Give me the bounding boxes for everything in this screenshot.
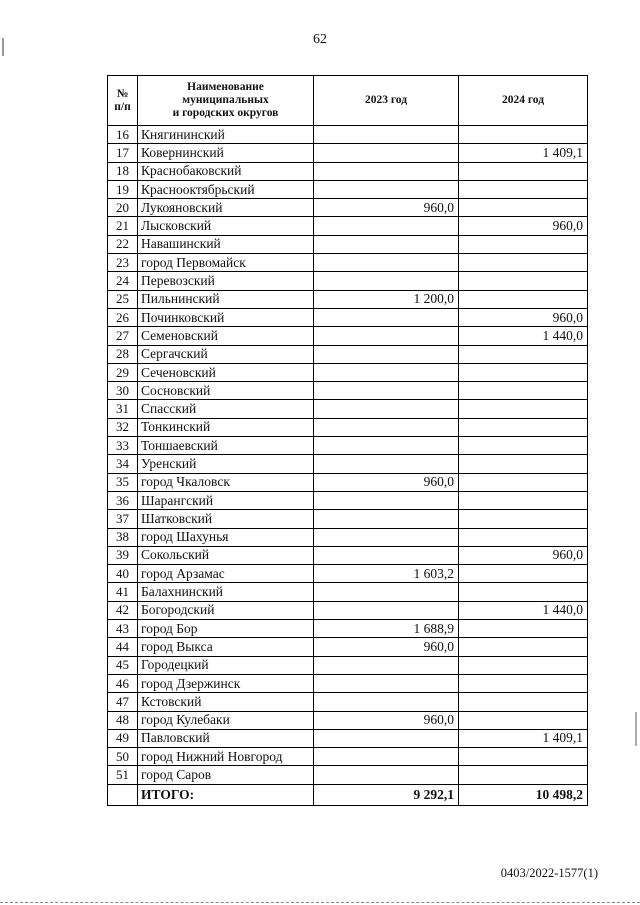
row-number: 39 bbox=[108, 546, 138, 564]
row-name: Княгининский bbox=[138, 126, 314, 144]
row-name: город Дзержинск bbox=[138, 674, 314, 692]
row-number: 38 bbox=[108, 528, 138, 546]
row-value-2024 bbox=[459, 400, 588, 418]
row-name: город Первомайск bbox=[138, 254, 314, 272]
row-value-2023 bbox=[314, 254, 459, 272]
row-value-2023 bbox=[314, 308, 459, 326]
row-name: Навашинский bbox=[138, 235, 314, 253]
row-value-2023 bbox=[314, 363, 459, 381]
row-value-2024: 1 409,1 bbox=[459, 144, 588, 162]
row-name: Краснобаковский bbox=[138, 162, 314, 180]
row-value-2023 bbox=[314, 437, 459, 455]
table-row bbox=[108, 126, 588, 144]
row-value-2024 bbox=[459, 180, 588, 198]
row-value-2023 bbox=[314, 144, 459, 162]
row-value-2023 bbox=[314, 327, 459, 345]
row-number: 29 bbox=[108, 363, 138, 381]
row-value-2024 bbox=[459, 693, 588, 711]
row-value-2023 bbox=[314, 674, 459, 692]
row-value-2024 bbox=[459, 254, 588, 272]
row-name: Тоншаевский bbox=[138, 437, 314, 455]
row-value-2023 bbox=[314, 528, 459, 546]
row-value-2024 bbox=[459, 418, 588, 436]
total-num bbox=[108, 784, 138, 805]
row-number: 18 bbox=[108, 162, 138, 180]
row-value-2023 bbox=[314, 162, 459, 180]
row-value-2024: 1 409,1 bbox=[459, 729, 588, 747]
row-value-2023 bbox=[314, 510, 459, 528]
header-2023: 2023 год bbox=[314, 76, 459, 126]
row-value-2024 bbox=[459, 674, 588, 692]
row-number: 25 bbox=[108, 290, 138, 308]
total-label: ИТОГО: bbox=[138, 784, 314, 805]
row-value-2023 bbox=[314, 766, 459, 784]
table-row bbox=[108, 345, 588, 363]
header-name: Наименование муниципальных и городских округов bbox=[138, 76, 314, 126]
row-number: 28 bbox=[108, 345, 138, 363]
row-name: Краснооктябрьский bbox=[138, 180, 314, 198]
row-name: Шатковский bbox=[138, 510, 314, 528]
row-name: Сосновский bbox=[138, 382, 314, 400]
row-value-2023: 960,0 bbox=[314, 638, 459, 656]
table-row bbox=[108, 583, 588, 601]
row-value-2024 bbox=[459, 638, 588, 656]
row-value-2023 bbox=[314, 235, 459, 253]
row-number: 17 bbox=[108, 144, 138, 162]
row-value-2023 bbox=[314, 748, 459, 766]
row-value-2024: 960,0 bbox=[459, 308, 588, 326]
row-value-2024 bbox=[459, 528, 588, 546]
row-number: 30 bbox=[108, 382, 138, 400]
budget-table bbox=[107, 75, 588, 806]
row-value-2024: 960,0 bbox=[459, 546, 588, 564]
document-code: 0403/2022-1577(1) bbox=[500, 866, 598, 880]
table-row bbox=[108, 290, 588, 308]
row-number: 34 bbox=[108, 455, 138, 473]
row-name: город Нижний Новгород bbox=[138, 748, 314, 766]
row-name: Павловский bbox=[138, 729, 314, 747]
table-row bbox=[108, 565, 588, 583]
total-row bbox=[108, 784, 588, 805]
row-value-2023 bbox=[314, 272, 459, 290]
table-row bbox=[108, 254, 588, 272]
table-row bbox=[108, 638, 588, 656]
table-row bbox=[108, 418, 588, 436]
row-number: 24 bbox=[108, 272, 138, 290]
header-num: № п/п bbox=[108, 76, 138, 126]
row-value-2023 bbox=[314, 400, 459, 418]
row-value-2023 bbox=[314, 382, 459, 400]
row-number: 31 bbox=[108, 400, 138, 418]
row-name: Лысковский bbox=[138, 217, 314, 235]
row-number: 37 bbox=[108, 510, 138, 528]
row-value-2024 bbox=[459, 455, 588, 473]
row-number: 40 bbox=[108, 565, 138, 583]
row-value-2024 bbox=[459, 583, 588, 601]
row-name: город Бор bbox=[138, 620, 314, 638]
row-number: 45 bbox=[108, 656, 138, 674]
table-header-row bbox=[108, 76, 588, 126]
table-row bbox=[108, 217, 588, 235]
row-name: город Кулебаки bbox=[138, 711, 314, 729]
row-number: 46 bbox=[108, 674, 138, 692]
table-row bbox=[108, 729, 588, 747]
row-name: Шарангский bbox=[138, 491, 314, 509]
page-number: 62 bbox=[313, 32, 327, 47]
row-value-2024 bbox=[459, 272, 588, 290]
row-value-2023 bbox=[314, 601, 459, 619]
row-value-2024 bbox=[459, 382, 588, 400]
row-value-2023 bbox=[314, 729, 459, 747]
row-number: 35 bbox=[108, 473, 138, 491]
row-name: город Саров bbox=[138, 766, 314, 784]
row-number: 44 bbox=[108, 638, 138, 656]
table-row bbox=[108, 546, 588, 564]
row-value-2023: 1 200,0 bbox=[314, 290, 459, 308]
total-2023: 9 292,1 bbox=[314, 784, 459, 805]
row-number: 16 bbox=[108, 126, 138, 144]
row-value-2024 bbox=[459, 620, 588, 638]
row-value-2023 bbox=[314, 217, 459, 235]
table-body bbox=[108, 126, 588, 806]
row-value-2024: 1 440,0 bbox=[459, 601, 588, 619]
row-name: Городецкий bbox=[138, 656, 314, 674]
row-number: 50 bbox=[108, 748, 138, 766]
row-number: 47 bbox=[108, 693, 138, 711]
row-name: Починковский bbox=[138, 308, 314, 326]
row-number: 49 bbox=[108, 729, 138, 747]
row-value-2024: 960,0 bbox=[459, 217, 588, 235]
row-value-2024 bbox=[459, 491, 588, 509]
table-row bbox=[108, 711, 588, 729]
table-row bbox=[108, 327, 588, 345]
row-number: 19 bbox=[108, 180, 138, 198]
table-row bbox=[108, 272, 588, 290]
row-value-2023 bbox=[314, 546, 459, 564]
row-value-2023 bbox=[314, 345, 459, 363]
row-number: 21 bbox=[108, 217, 138, 235]
row-name: город Чкаловск bbox=[138, 473, 314, 491]
table-row bbox=[108, 144, 588, 162]
row-name: Семеновский bbox=[138, 327, 314, 345]
row-value-2024 bbox=[459, 437, 588, 455]
row-value-2023: 960,0 bbox=[314, 711, 459, 729]
row-value-2024 bbox=[459, 235, 588, 253]
row-value-2024 bbox=[459, 473, 588, 491]
table-row bbox=[108, 382, 588, 400]
row-name: город Арзамас bbox=[138, 565, 314, 583]
table-row bbox=[108, 235, 588, 253]
row-name: Лукояновский bbox=[138, 199, 314, 217]
header-2024: 2024 год bbox=[459, 76, 588, 126]
row-value-2024 bbox=[459, 656, 588, 674]
row-name: Тонкинский bbox=[138, 418, 314, 436]
row-number: 51 bbox=[108, 766, 138, 784]
row-number: 20 bbox=[108, 199, 138, 217]
table-row bbox=[108, 455, 588, 473]
table-row bbox=[108, 491, 588, 509]
row-number: 27 bbox=[108, 327, 138, 345]
table-row bbox=[108, 400, 588, 418]
row-name: Пильнинский bbox=[138, 290, 314, 308]
table-row bbox=[108, 601, 588, 619]
table-row bbox=[108, 693, 588, 711]
row-value-2024 bbox=[459, 199, 588, 217]
table-row bbox=[108, 674, 588, 692]
row-name: Богородский bbox=[138, 601, 314, 619]
row-number: 32 bbox=[108, 418, 138, 436]
row-number: 33 bbox=[108, 437, 138, 455]
table-row bbox=[108, 656, 588, 674]
row-value-2024 bbox=[459, 363, 588, 381]
scan-edge-mark bbox=[635, 712, 637, 746]
row-name: город Шахунья bbox=[138, 528, 314, 546]
table-row bbox=[108, 199, 588, 217]
row-value-2024 bbox=[459, 510, 588, 528]
row-value-2023: 1 688,9 bbox=[314, 620, 459, 638]
row-number: 23 bbox=[108, 254, 138, 272]
row-number: 41 bbox=[108, 583, 138, 601]
row-name: Балахнинский bbox=[138, 583, 314, 601]
row-value-2024 bbox=[459, 766, 588, 784]
row-name: Сергачский bbox=[138, 345, 314, 363]
row-value-2023 bbox=[314, 491, 459, 509]
row-value-2023 bbox=[314, 180, 459, 198]
scan-edge-line bbox=[0, 902, 640, 903]
row-value-2023 bbox=[314, 126, 459, 144]
row-name: Сокольский bbox=[138, 546, 314, 564]
table-row bbox=[108, 620, 588, 638]
table-row bbox=[108, 766, 588, 784]
row-value-2024: 1 440,0 bbox=[459, 327, 588, 345]
table-row bbox=[108, 437, 588, 455]
table-row bbox=[108, 363, 588, 381]
row-number: 26 bbox=[108, 308, 138, 326]
row-number: 42 bbox=[108, 601, 138, 619]
row-value-2024 bbox=[459, 748, 588, 766]
row-value-2024 bbox=[459, 162, 588, 180]
row-name: Перевозский bbox=[138, 272, 314, 290]
budget-table-container bbox=[107, 75, 587, 806]
table-row bbox=[108, 510, 588, 528]
row-number: 48 bbox=[108, 711, 138, 729]
row-value-2023: 960,0 bbox=[314, 473, 459, 491]
row-name: Уренский bbox=[138, 455, 314, 473]
table-row bbox=[108, 748, 588, 766]
row-value-2024 bbox=[459, 345, 588, 363]
table-row bbox=[108, 162, 588, 180]
row-value-2023: 960,0 bbox=[314, 199, 459, 217]
row-name: Кстовский bbox=[138, 693, 314, 711]
row-value-2024 bbox=[459, 290, 588, 308]
row-name: Сеченовский bbox=[138, 363, 314, 381]
total-2024: 10 498,2 bbox=[459, 784, 588, 805]
row-value-2023 bbox=[314, 418, 459, 436]
row-value-2023 bbox=[314, 656, 459, 674]
row-number: 22 bbox=[108, 235, 138, 253]
row-name: город Выкса bbox=[138, 638, 314, 656]
row-value-2024 bbox=[459, 711, 588, 729]
table-row bbox=[108, 180, 588, 198]
row-value-2024 bbox=[459, 126, 588, 144]
table-row bbox=[108, 308, 588, 326]
row-value-2023 bbox=[314, 455, 459, 473]
row-name: Ковернинский bbox=[138, 144, 314, 162]
row-value-2023: 1 603,2 bbox=[314, 565, 459, 583]
row-name: Спасский bbox=[138, 400, 314, 418]
table-row bbox=[108, 528, 588, 546]
row-value-2023 bbox=[314, 583, 459, 601]
row-number: 43 bbox=[108, 620, 138, 638]
row-value-2024 bbox=[459, 565, 588, 583]
row-value-2023 bbox=[314, 693, 459, 711]
row-number: 36 bbox=[108, 491, 138, 509]
table-row bbox=[108, 473, 588, 491]
